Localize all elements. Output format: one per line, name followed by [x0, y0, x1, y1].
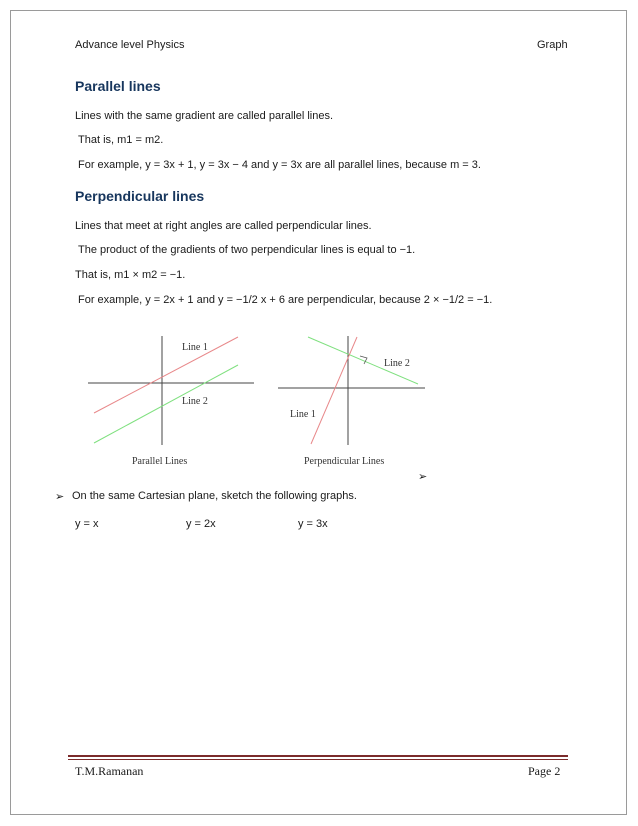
- graph-equation-1: y = x: [75, 518, 99, 530]
- parallel-line-2: [94, 365, 238, 443]
- footer-page-number: Page 2: [528, 764, 561, 778]
- parallel-line-1: [94, 337, 238, 413]
- parallel-caption: Parallel Lines: [132, 456, 188, 467]
- graph-equation-2: y = 2x: [186, 518, 216, 530]
- perpendicular-text-1: Lines that meet at right angles are called perpendicular lines.: [75, 220, 372, 232]
- task-instruction: On the same Cartesian plane, sketch the following graphs.: [72, 490, 357, 502]
- perpendicular-text-4: For example, y = 2x + 1 and y = −1/2 x + 6 are perpendicular, because 2 × −1/2 = −1.: [78, 294, 493, 306]
- parallel-line-1-label: Line 1: [182, 342, 208, 353]
- parallel-text-3: For example, y = 3x + 1, y = 3x − 4 and y = 3x are all parallel lines, because m = 3.: [78, 159, 481, 171]
- perpendicular-line-1: [311, 337, 357, 444]
- parallel-text-1: Lines with the same gradient are called parallel lines.: [75, 110, 334, 122]
- bullet-arrow-icon: ➢: [55, 491, 65, 503]
- parallel-lines-figure: [86, 333, 256, 468]
- header-right: Graph: [537, 39, 568, 51]
- perpendicular-caption: Perpendicular Lines: [304, 456, 385, 467]
- perpendicular-line-2-label: Line 2: [384, 358, 410, 369]
- perpendicular-text-3: That is, m1 × m2 = −1.: [75, 269, 186, 281]
- footer-rule-thin: [68, 759, 568, 760]
- footer-rule: [68, 755, 568, 757]
- perpendicular-lines-figure: [272, 333, 442, 468]
- header-left: Advance level Physics: [75, 39, 185, 51]
- perpendicular-heading: Perpendicular lines: [75, 188, 205, 204]
- bullet-arrow-icon: ➢: [418, 471, 428, 483]
- parallel-line-2-label: Line 2: [182, 396, 208, 407]
- perpendicular-text-2: The product of the gradients of two perpendicular lines is equal to −1.: [78, 244, 416, 256]
- graph-equation-3: y = 3x: [298, 518, 328, 530]
- parallel-heading: Parallel lines: [75, 78, 161, 94]
- parallel-text-2: That is, m1 = m2.: [78, 134, 164, 146]
- perpendicular-line-1-label: Line 1: [290, 409, 316, 420]
- footer-author: T.M.Ramanan: [75, 764, 144, 778]
